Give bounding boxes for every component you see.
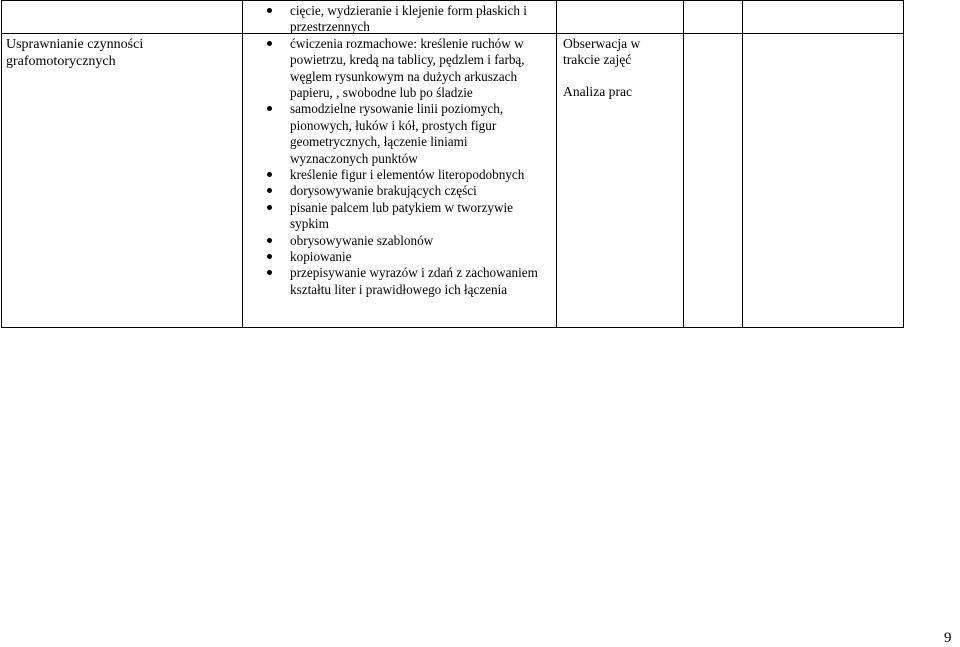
- list-item: [290, 249, 565, 265]
- list-item-line: kopiowanie: [290, 249, 352, 264]
- list-item-line: pionowych, łuków i kół, prostych figur: [290, 117, 497, 133]
- list-item-line: geometrycznych, łączenie liniami: [290, 134, 468, 150]
- list-item-line: cięcie, wydzieranie i klejenie form płaskich i: [290, 3, 527, 18]
- list-item-line: sypkim: [290, 216, 329, 232]
- table-cell: [684, 1, 743, 34]
- observation-line-2: trakcie zajęć: [563, 52, 632, 67]
- list-item-line: przestrzennych: [290, 19, 370, 35]
- table-cell: [557, 1, 684, 34]
- observation-line-1: Obserwacja w: [563, 36, 641, 51]
- list-item-line: samodzielne rysowanie linii poziomych,: [290, 101, 504, 117]
- table-cell-section: [2, 34, 243, 328]
- list-item: [290, 101, 565, 167]
- list-item: [290, 167, 565, 183]
- list-item: [290, 233, 565, 249]
- table-cell: [743, 1, 904, 34]
- evaluation-methods: [563, 36, 673, 100]
- page-number: 9: [944, 630, 952, 646]
- list-item-line: dorysowywanie brakujących części: [290, 183, 477, 199]
- table-cell: [684, 34, 743, 328]
- list-item-line: przepisywanie wyrazów i zdań z zachowaniem: [290, 265, 538, 281]
- list-item-line: węglem rysunkowym na dużych arkuszach: [290, 68, 518, 84]
- list-item: [290, 3, 565, 36]
- table-cell: [2, 1, 243, 34]
- bullet-icon: [267, 254, 272, 259]
- section-label: Usprawnianie czynności grafomotorycznych: [6, 37, 144, 69]
- bullet-icon: [267, 172, 272, 177]
- bullet-icon: [267, 41, 272, 46]
- list-item: [290, 183, 565, 199]
- list-item-line: ćwiczenia rozmachowe: kreślenie ruchów w: [290, 35, 524, 51]
- bullet-icon: [267, 205, 272, 210]
- bullet-icon: [267, 8, 272, 13]
- activity-list-container: [290, 3, 570, 303]
- list-item: [290, 200, 565, 233]
- list-item-line: powietrzu, kredą na tablicy, pędzlem i farbą,: [290, 52, 525, 68]
- list-item-line: obrysowywanie szablonów: [290, 232, 434, 248]
- list-item-line: kreślenie figur i elementów literopodobnych: [290, 167, 525, 182]
- list-item: [290, 265, 565, 298]
- list-item-line: kształtu liter i prawidłowego ich łączenia: [290, 281, 508, 297]
- bullet-icon: [267, 238, 272, 243]
- list-item: [290, 36, 565, 102]
- list-item-line: pisanie palcem lub patykiem w tworzywie: [290, 199, 514, 215]
- analysis-text: Analiza prac: [563, 84, 633, 99]
- list-item-line: wyznaczonych punktów: [290, 150, 418, 166]
- table-cell: [743, 34, 904, 328]
- list-item-line: papieru, , swobodne lub po śladzie: [290, 85, 473, 101]
